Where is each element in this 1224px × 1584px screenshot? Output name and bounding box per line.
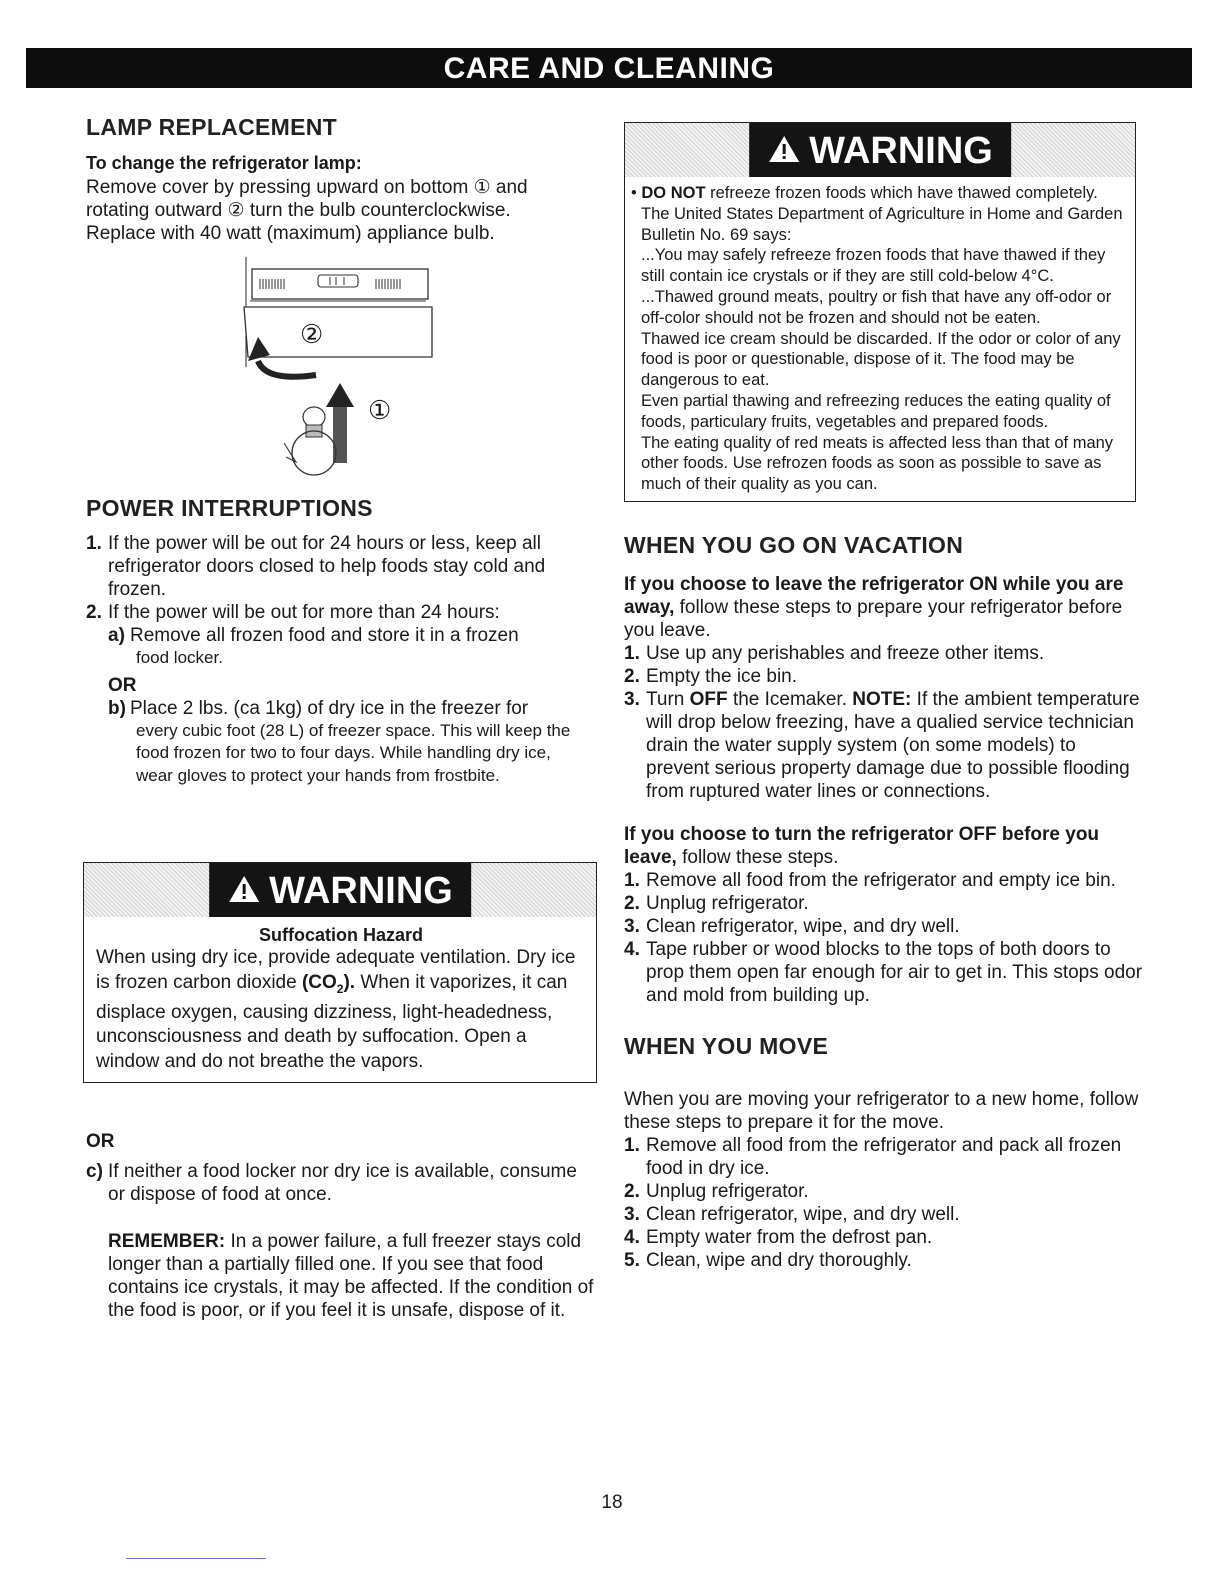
left-column xyxy=(86,110,598,1321)
list-item: 2. Unplug refrigerator. xyxy=(624,892,809,914)
footer-rule xyxy=(126,1558,266,1559)
warning-box-dry-ice xyxy=(83,862,597,1083)
callout-2: ② xyxy=(300,319,324,349)
power-or-2: OR xyxy=(86,1131,115,1152)
warning-triangle-icon xyxy=(227,874,261,904)
hazard-title: Suffocation Hazard xyxy=(258,925,423,945)
list-item: 3. Clean refrigerator, wipe, and dry well. xyxy=(624,1203,960,1225)
power-or-1: OR xyxy=(108,674,137,696)
lamp-illustration xyxy=(236,257,476,477)
page-number: 18 xyxy=(601,1492,623,1513)
power-heading: POWER INTERRUPTIONS xyxy=(86,495,373,521)
right-column xyxy=(624,122,1144,1272)
vacation-heading: WHEN YOU GO ON VACATION xyxy=(624,531,964,558)
remember-note: REMEMBER: In a power failure, a full freezer stays cold longer than a partially filled one. If you see that food contains ice crystals, it may be affected. If the condition of the food is poor, or if you feel it is unsafe, dispose of it. xyxy=(108,1231,594,1321)
power-option-b: b) Place 2 lbs. (ca 1kg) of dry ice in the freezer for every cubic foot (28 L) of freezer space. This will keep the food frozen for two to four days. While handling dry ice, wear gloves to protect your hands from frostbite. xyxy=(108,697,571,785)
vacation-off-list xyxy=(624,869,1144,1007)
list-item: 5. Clean, wipe and dry thoroughly. xyxy=(624,1249,912,1271)
move-list xyxy=(624,1134,1144,1272)
lamp-text: Remove cover by pressing upward on bottom ① and rotating outward ② turn the bulb counterclockwise. Replace with 40 watt (maximum) appliance bulb. xyxy=(86,177,528,244)
warning-body: • DO NOT refreeze frozen foods which have thawed completely. The United States Department of Agriculture in Home and Garden Bulletin No. 69 says: ...You may safely refreeze frozen foods that have thawed if they still contain ice crystals or if they are still cold-below 4°C. ...Thawed ground meats, poultry or fish that have any off-odor or off-color should not be frozen and should not be eaten. Thawed ice cream should be discarded. If the odor or color of any food is poor or questionable, dispose of it. The food may be dangerous to eat. Even partial thawing and refreezing reduces the eating quality of foods, particulary fruits, vegetables and prepared foods. The eating quality of red meats is affected less than that of many other foods. Use refrozen foods as soon as possible to save as much of their quality as you can. xyxy=(631,184,1123,494)
list-item: 1. Use up any perishables and freeze other items. xyxy=(624,642,1045,664)
power-item-2: 2. If the power will be out for more than 24 hours: xyxy=(86,602,500,623)
lamp-heading: LAMP REPLACEMENT xyxy=(86,114,337,140)
list-item: 3. Turn OFF the Icemaker. NOTE: If the ambient temperature will drop below freezing, have a qualied service technician drain the water supply system (on some models) to prevent serious property damage due to possible flooding from ruptured water lines or connections. xyxy=(624,688,1140,802)
list-item: 4. Tape rubber or wood blocks to the tops of both doors to prop them open far enough for air to get in. This stops odor and mold from building up. xyxy=(624,938,1143,1006)
co2-formula: $(CO_2)$. xyxy=(301,971,356,996)
move-heading: WHEN YOU MOVE xyxy=(624,1032,829,1059)
vacation-on-list xyxy=(624,642,1144,803)
callout-1: ① xyxy=(368,395,392,425)
list-item: 3. Clean refrigerator, wipe, and dry well. xyxy=(624,915,960,937)
list-item: 2. Unplug refrigerator. xyxy=(624,1180,809,1202)
list-item: 1. Remove all food from the refrigerator and empty ice bin. xyxy=(624,869,1116,891)
move-intro: When you are moving your refrigerator to a new home, follow these steps to prepare it for the move. xyxy=(624,1088,1139,1133)
section-banner: CARE AND CLEANING xyxy=(26,48,1192,88)
power-option-c: c) If neither a food locker nor dry ice is available, consume or dispose of food at once. xyxy=(86,1161,577,1205)
power-item-1: 1. If the power will be out for 24 hours or less, keep all refrigerator doors closed to help foods stay cold and frozen. xyxy=(86,533,546,600)
warning-box-refreeze xyxy=(624,122,1136,502)
warning-triangle-icon xyxy=(767,134,801,164)
warning-header: WARNING xyxy=(625,123,1135,177)
list-item: 1. Remove all food from the refrigerator and pack all frozen food in dry ice. xyxy=(624,1134,1122,1179)
vacation-on-intro: If you choose to leave the refrigerator ON while you are away, follow these steps to prepare your refrigerator before you leave. xyxy=(624,573,1124,641)
lamp-diagram-graphic xyxy=(236,257,476,477)
vacation-off-intro: If you choose to turn the refrigerator OFF before you leave, follow these steps. xyxy=(624,823,1100,868)
list-item: 2. Empty the ice bin. xyxy=(624,665,798,687)
power-option-a: a) Remove all frozen food and store it in a frozen food locker. xyxy=(108,625,519,667)
warning-header: WARNING xyxy=(84,863,596,917)
warning-body: Suffocation Hazard When using dry ice, provide adequate ventilation. Dry ice is frozen carbon dioxide $(CO_2)$. When it vaporizes, it can displace oxygen, causing dizziness, light-headedness, unconsciousness and death by suffocation. Open a window and do not breathe the vapors. xyxy=(84,917,596,1082)
list-item: 4. Empty water from the defrost pan. xyxy=(624,1226,933,1248)
lamp-subheading: To change the refrigerator lamp: xyxy=(86,153,362,173)
